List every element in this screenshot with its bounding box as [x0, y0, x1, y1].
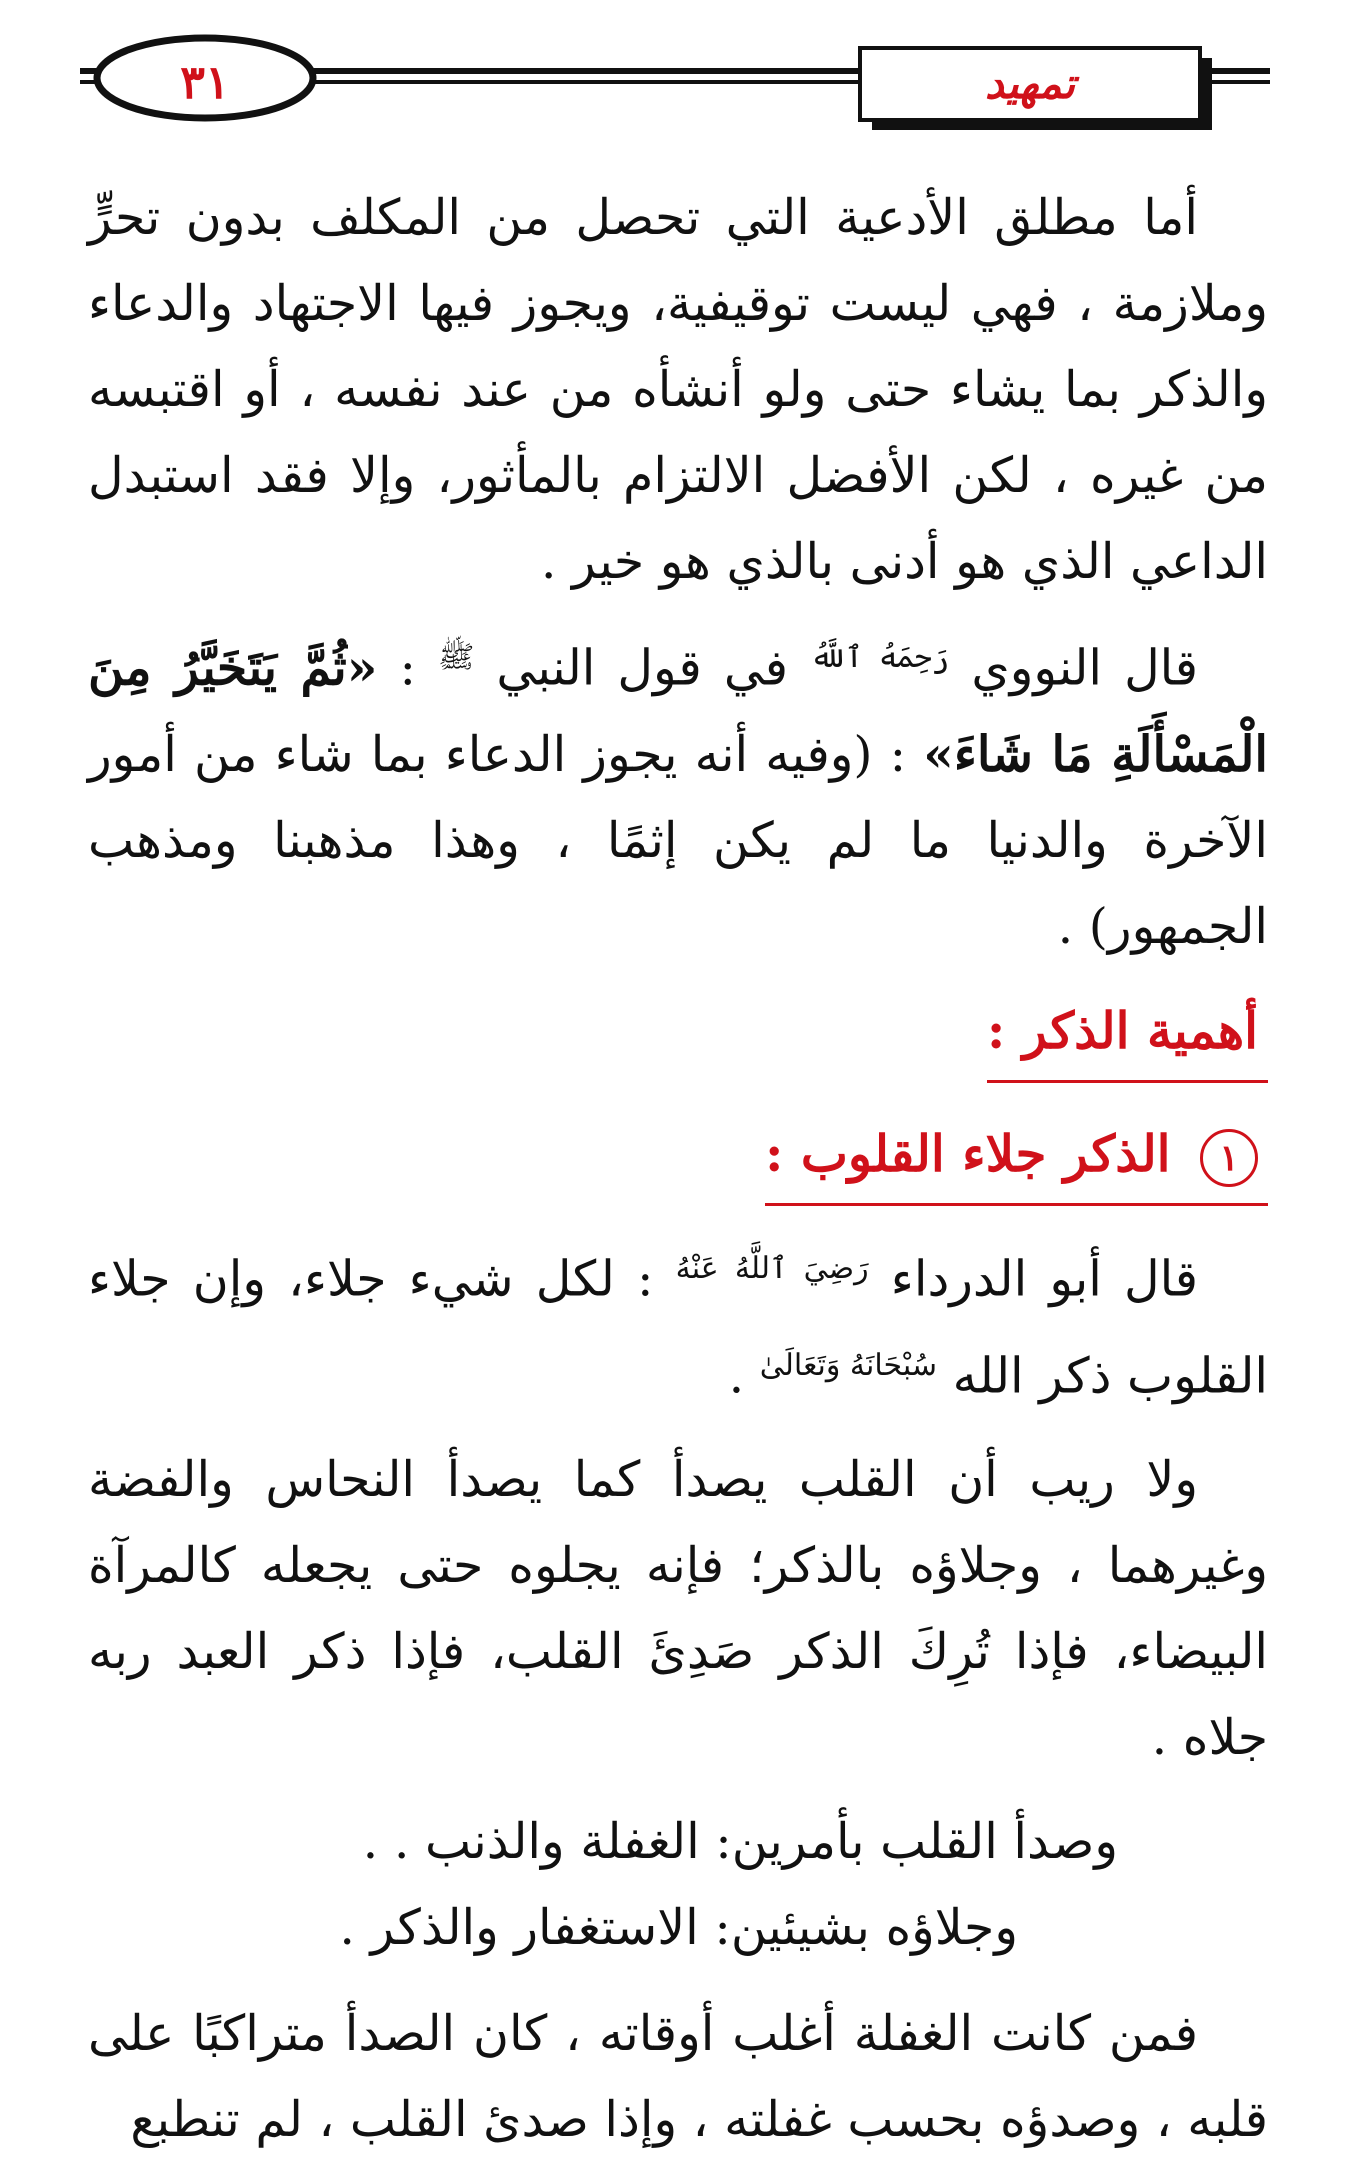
section-heading: أهمية الذكر :	[987, 988, 1268, 1083]
rust-causes-line: وصدأ القلب بأمرين: الغفلة والذنب . .	[362, 1812, 1118, 1870]
paragraph-2	[88, 615, 1268, 970]
page-number: ٣١	[180, 55, 230, 109]
paragraph-3-end: .	[728, 1346, 745, 1404]
paragraph-2-rest: : (وفيه أنه يجوز الدعاء بما شاء من أمور الآخرة والدنيا ما لم يكن إثمًا ، وهذا مذهبنا ومذهب الجمهور) .	[88, 726, 1268, 956]
paragraph-2-intro: قال النووي	[971, 639, 1199, 697]
paragraph-3-body: : لكل شيء جلاء، وإن جلاء القلوب ذكر الله	[88, 1250, 1268, 1404]
honorific-subhanahu: سُبْحَانَهُ وَتَعَالَىٰ	[759, 1347, 938, 1383]
paragraph-1: أما مطلق الأدعية التي تحصل من المكلف بدون تحرٍّ وملازمة ، فهي ليست توقيفية، ويجوز فيها الاجتهاد والدعاء والذكر بما يشاء حتى ولو أنشأه من عند نفسه ، أو اقتبسه من غيره ، لكن الأفضل الالتزام بالمأثور، وإلا فقد استبدل الداعي الذي هو أدنى بالذي هو خير .	[88, 189, 1268, 590]
paragraph-4: ولا ريب أن القلب يصدأ كما يصدأ النحاس والفضة وغيرهما ، وجلاؤه بالذكر؛ فإنه يجلوه حتى يجعله كالمرآة البيضاء، فإذا تُرِكَ الذكر صَدِئَ القلب، فإذا ذكر العبد ربه جلاه .	[88, 1450, 1268, 1766]
paragraph-3-intro: قال أبو الدرداء	[890, 1250, 1199, 1308]
subsection-heading	[765, 1111, 1268, 1206]
paragraph-3	[88, 1226, 1268, 1419]
polish-causes-line: وجلاؤه بشيئين: الاستغفار والذكر .	[339, 1898, 1018, 1956]
subsection-number: ١	[1200, 1129, 1258, 1187]
honorific-salawat: ﷺ	[438, 640, 475, 675]
hadith-quote: «ثُمَّ يَتَخَيَّرُ مِنَ الْمَسْأَلَةِ مَا شَاءَ»	[88, 638, 1268, 784]
paragraph-2-mid: في قول النبي	[496, 639, 789, 697]
chapter-title: تمهيد	[984, 58, 1076, 108]
paragraph-2-colon: :	[399, 639, 416, 697]
honorific-radiallahu: رَضِيَ ٱللَّهُ عَنْهُ	[675, 1251, 869, 1287]
honorific-rahimahullah: رَحِمَهُ ٱللَّهُ	[810, 640, 950, 675]
subsection-heading-row	[88, 1103, 1268, 1226]
page-header	[0, 0, 1356, 150]
page-body	[88, 175, 1268, 2173]
paragraph-5: فمن كانت الغفلة أغلب أوقاته ، كان الصدأ متراكبًا على قلبه ، وصدؤه بحسب غفلته ، وإذا صدئ القلب ، لم تنطبع	[88, 2004, 1268, 2148]
section-heading-row	[88, 980, 1268, 1103]
subsection-title: الذكر جلاء القلوب :	[765, 1124, 1171, 1184]
